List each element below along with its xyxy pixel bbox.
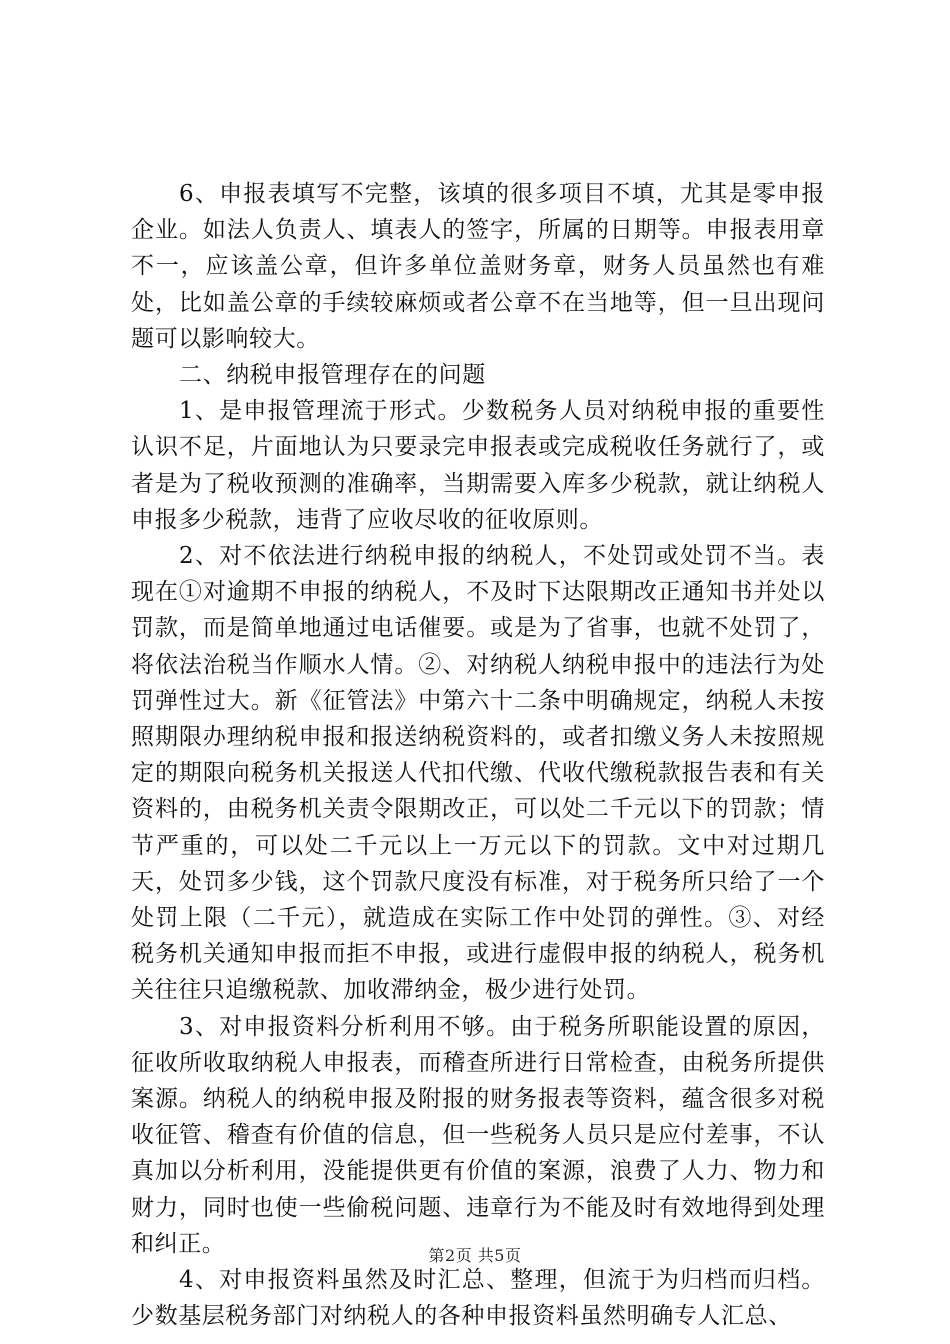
paragraph-item-3: 3、对申报资料分析利用不够。由于税务所职能设置的原因，征收所收取纳税人申报表，而稽查所进行日常检查，由税务所提供案源。纳税人的纳税申报及附报的财务报表等资料，蕴含很多对税收征管、稽查有价值的信息，但一些税务人员只是应付差事，不认真加以分析利用，没能提供更有价值的案源，浪费了人力、物力和财力，同时也使一些偷税问题、违章行为不能及时有效地得到处理和纠正。 bbox=[131, 1013, 825, 1257]
paragraph-item-6: 6、申报表填写不完整，该填的很多项目不填，尤其是零申报企业。如法人负责人、填表人的签字，所属的日期等。申报表用章不一，应该盖公章，但许多单位盖财务章，财务人员虽然也有难处，比如盖公章的手续较麻烦或者公章不在当地等，但一旦出现问题可以影响较大。 bbox=[131, 181, 825, 352]
paragraph-item-4: 4、对申报资料虽然及时汇总、整理，但流于为归档而归档。少数基层税务部门对纳税人的各种申报资料虽然明确专人汇总、 bbox=[131, 1267, 825, 1330]
page-footer: 第2页 共5页 bbox=[428, 1246, 522, 1265]
document-body bbox=[131, 176, 825, 1335]
paragraph-item-2: 2、对不依法进行纳税申报的纳税人，不处罚或处罚不当。表现在①对逾期不申报的纳税人，不及时下达限期改正通知书并处以罚款，而是简单地通过电话催要。或是为了省事，也就不处罚了，将依法治税当作顺水人情。②、对纳税人纳税申报中的违法行为处罚弹性过大。新《征管法》中第六十二条中明确规定，纳税人未按照期限办理纳税申报和报送纳税资料的，或者扣缴义务人未按照规定的期限向税务机关报送人代扣代缴、代收代缴税款报告表和有关资料的，由税务机关责令限期改正，可以处二千元以下的罚款；情节严重的，可以处二千元以上一万元以下的罚款。文中对过期几天，处罚多少钱，这个罚款尺度没有标准，对于税务所只给了一个处罚上限（二千元），就造成在实际工作中处罚的弹性。③、对经税务机关通知申报而拒不申报，或进行虚假申报的纳税人，税务机关往往只追缴税款、加收滞纳金，极少进行处罚。 bbox=[131, 543, 825, 1004]
section-heading: 二、纳税申报管理存在的问题 bbox=[179, 362, 486, 389]
paragraph-item-1: 1、是申报管理流于形式。少数税务人员对纳税申报的重要性认识不足，片面地认为只要录完申报表或完成税收任务就行了，或者是为了税收预测的准确率，当期需要入库多少税款，就让纳税人申报多少税款，违背了应收尽收的征收原则。 bbox=[131, 398, 825, 533]
